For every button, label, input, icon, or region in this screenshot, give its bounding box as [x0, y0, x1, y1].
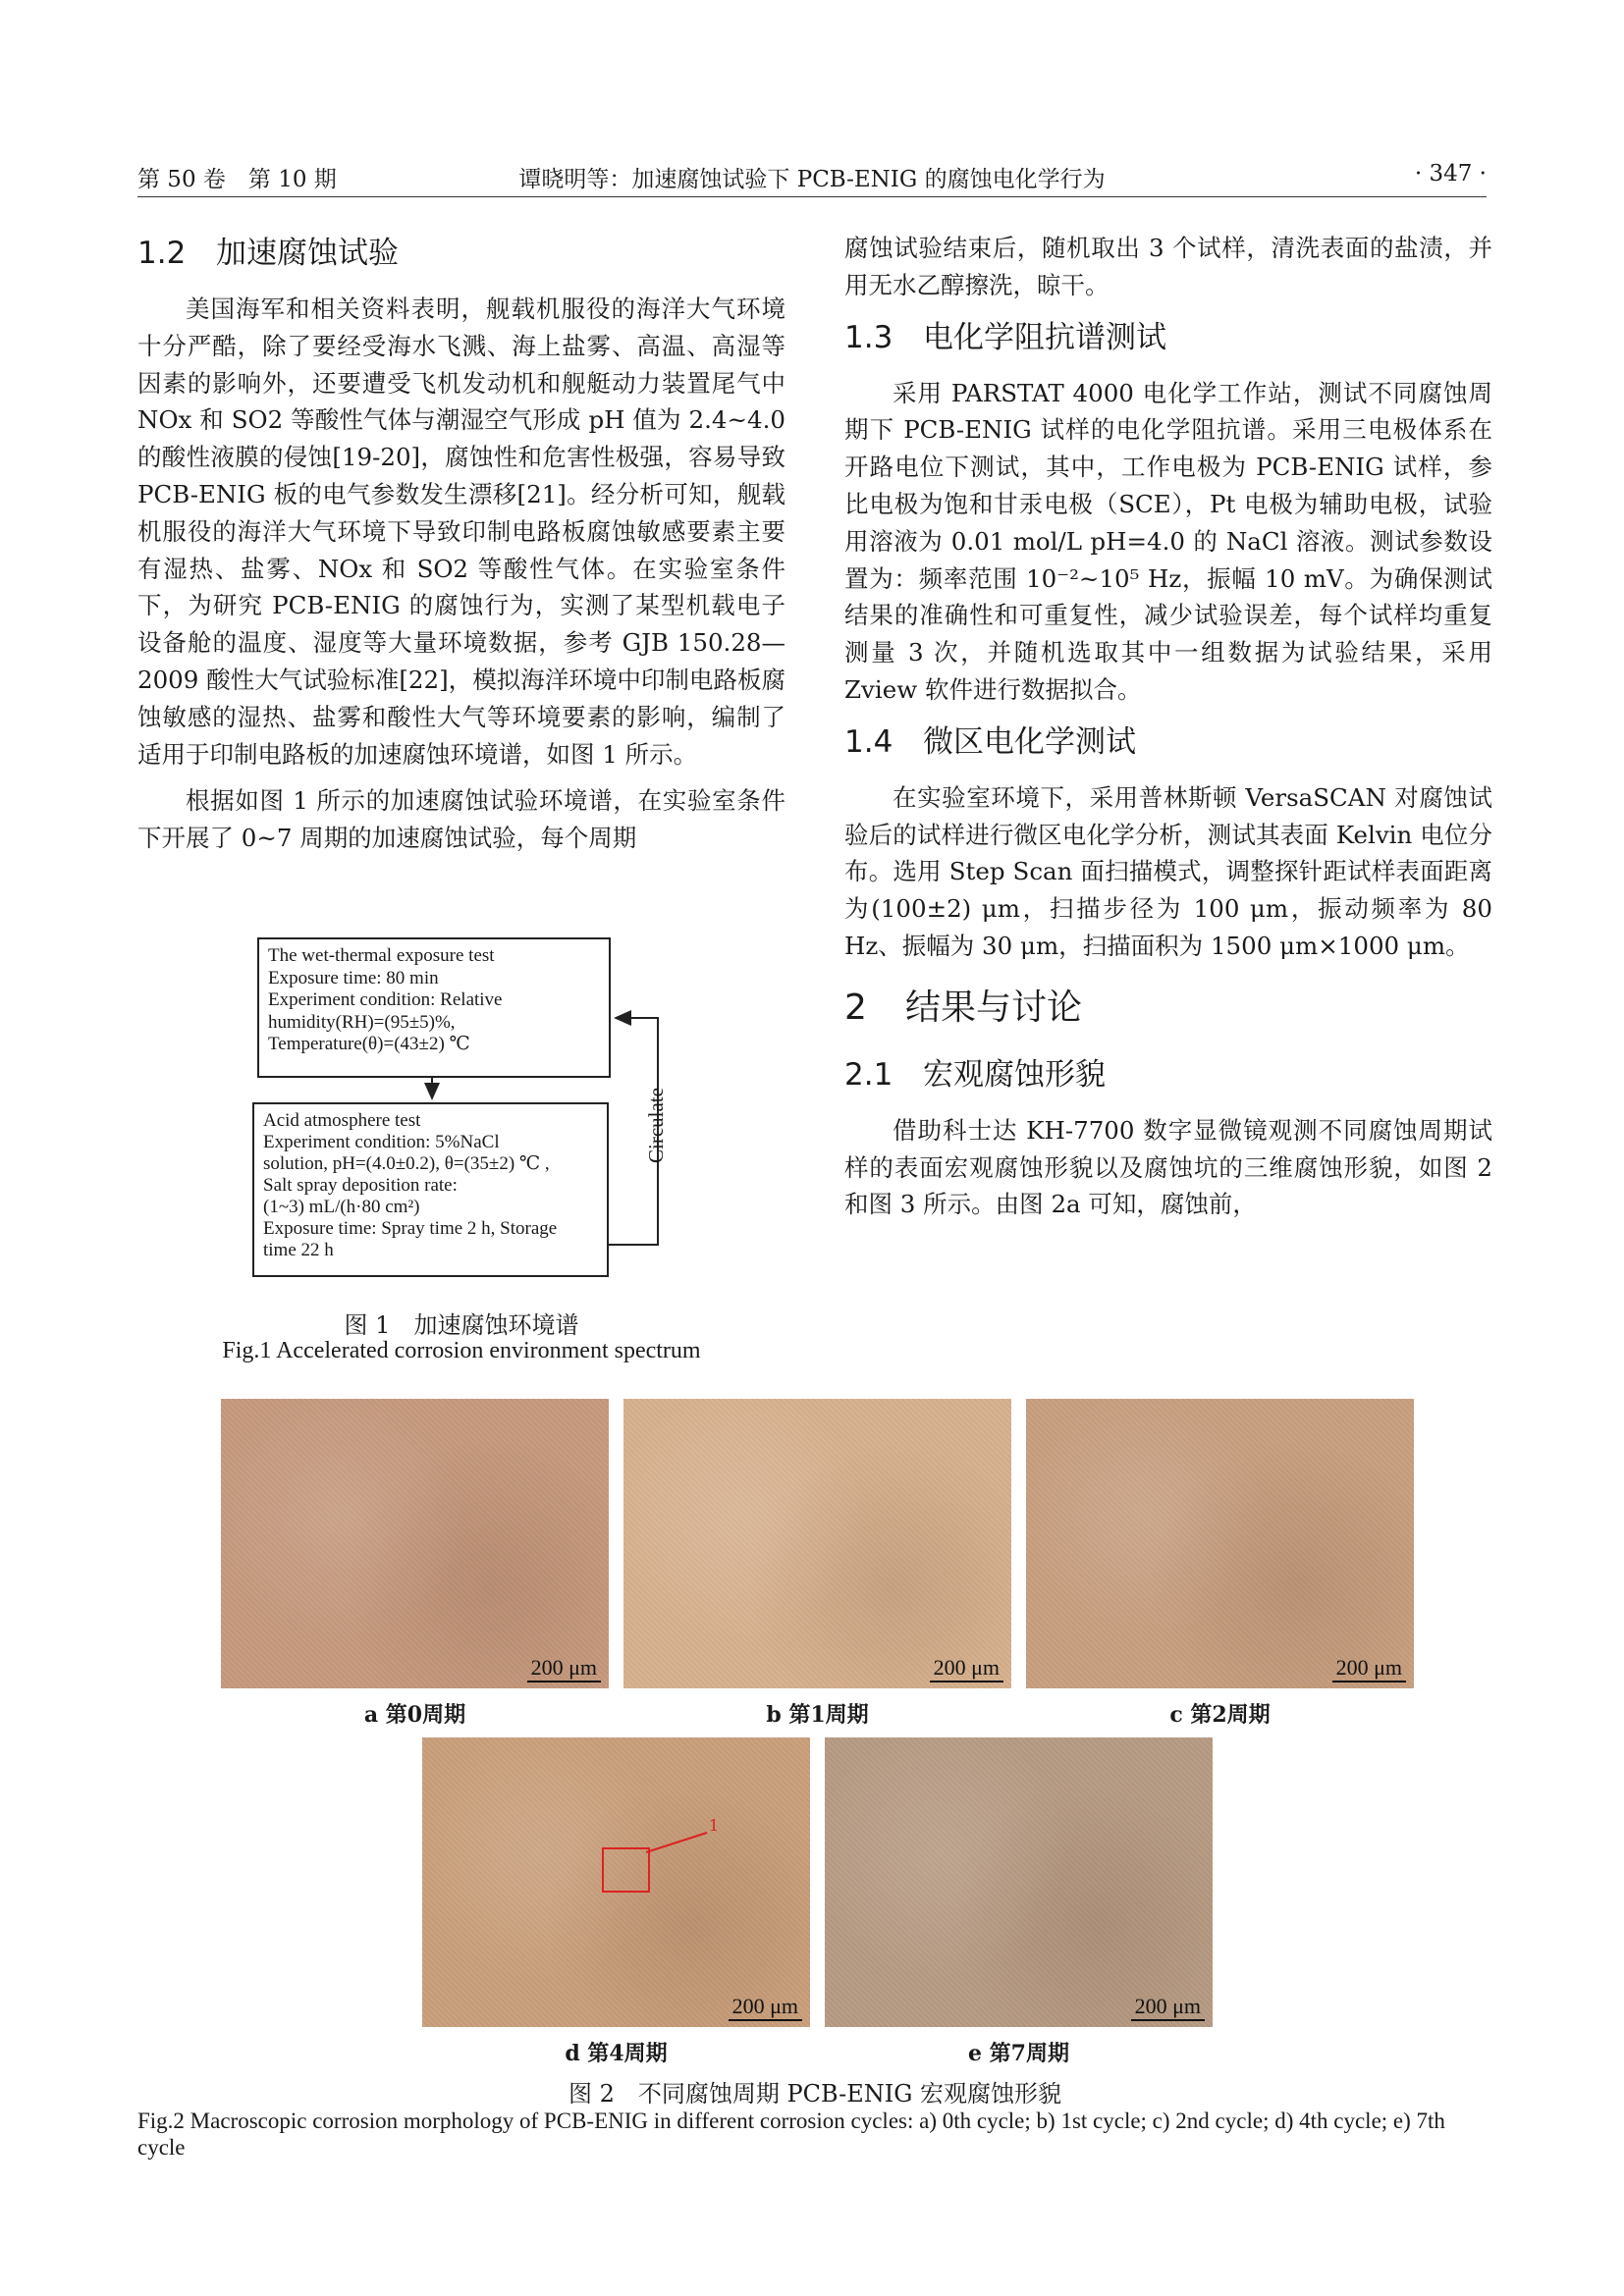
box2-line: Acid atmosphere test [263, 1110, 421, 1131]
section-1-4-heading [844, 719, 1492, 766]
section-title: 宏观腐蚀形貌 [923, 1056, 1106, 1093]
section-title: 加速腐蚀试验 [216, 236, 399, 271]
section-number: 1.4 [844, 723, 893, 760]
paragraph-1-3: 采用 PARSTAT 4000 电化学工作站，测试不同腐蚀周期下 PCB-ENIG 试样的电化学阻抗谱。采用三电极体系在开路电位下测试，其中，工作电极为 PCB-ENIG 试样，参比电极为饱和甘汞电极（SCE），Pt 电极为辅助电极，试验用溶液为 0.01 mol/L pH=4.0 的 NaCl 溶液。测试参数设置为：频率范围 10⁻²~10⁵ Hz，振幅 10 mV。为确保测试结果的准确性和可重复性，减少试验误差，每个试样均重复测量 3 次，并随机选取其中一组数据为试验结果，采用 Zview 软件进行数据拟合。 [844, 378, 1492, 704]
scale-bar: 200 μm [1332, 1655, 1406, 1682]
wet-thermal-box [257, 937, 611, 1078]
circulate-label-wrap [644, 1045, 674, 1173]
section-2-1-heading [844, 1051, 1492, 1098]
panel-label-b: b 第1周期 [766, 1702, 869, 1728]
micrograph-b-texture [623, 1399, 1011, 1688]
scale-bar: 200 μm [729, 1994, 802, 2021]
box2-line: Experiment condition: 5%NaCl [263, 1132, 500, 1152]
section-title: 电化学阻抗谱测试 [923, 319, 1166, 355]
micrograph-e [825, 1737, 1213, 2027]
journal-volume: 第 50 卷 第 10 期 [137, 167, 337, 192]
paragraph-2-1: 借助科士达 KH-7700 数字显微镜观测不同腐蚀周期试样的表面宏观腐蚀形貌以及腐蚀坑的三维腐蚀形貌，如图 2 和图 3 所示。由图 2a 可知，腐蚀前， [844, 1115, 1492, 1219]
section-number: 1.2 [137, 236, 187, 271]
panel-label-c: c 第2周期 [1169, 1702, 1271, 1728]
section-1-2-heading [137, 230, 785, 277]
box1-line: Temperature(θ)=(43±2) ℃ [268, 1034, 470, 1054]
running-header [137, 157, 1487, 197]
scale-bar: 200 μm [1131, 1994, 1205, 2021]
micrograph-a-texture [221, 1399, 609, 1688]
panel-label-e: e 第7周期 [968, 2041, 1069, 2066]
micrograph-c-texture [1026, 1399, 1414, 1688]
box2-line: time 22 h [263, 1240, 334, 1260]
section-number: 2.1 [844, 1056, 893, 1093]
figure-1-caption-cn: 图 1 加速腐蚀环境谱 [344, 1311, 579, 1339]
box1-line: The wet-thermal exposure test [268, 945, 495, 966]
box2-line: (1~3) mL/(h·80 cm²) [263, 1197, 420, 1217]
left-column [137, 230, 785, 867]
paragraph-1-2-b: 根据如图 1 所示的加速腐蚀试验环境谱，在实验室条件下开展了 0~7 周期的加速腐蚀试验，每个周期 [137, 786, 785, 853]
section-number: 2 [844, 987, 867, 1028]
box1-line: Exposure time: 80 min [268, 967, 439, 988]
box1-line: Experiment condition: Relative [268, 989, 503, 1010]
micrograph-c [1026, 1399, 1414, 1688]
paragraph-1-4: 在实验室环境下，采用普林斯顿 VersaSCAN 对腐蚀试验后的试样进行微区电化学分析，测试其表面 Kelvin 电位分布。选用 Step Scan 面扫描模式，调整探针距试样表面距离为(100±2) μm，扫描步径为 100 μm，振动频率为 80 Hz、振幅为 30 μm，扫描面积为 1500 μm×1000 μm。 [844, 782, 1492, 960]
scale-bar: 200 μm [527, 1655, 601, 1682]
box2-line: Exposure time: Spray time 2 h, Storage [263, 1218, 558, 1239]
panel-label-a: a 第0周期 [363, 1702, 466, 1728]
figure-2-caption-en: Fig.2 Macroscopic corrosion morphology of PCB-ENIG in different corrosion cycles: a) 0th cycle; b) 1st cycle; c) 2nd cycle; d) 4th cycle; e) 7th cycle [137, 2109, 1445, 2160]
acid-atmosphere-box [252, 1102, 609, 1277]
box2-line: Salt spray deposition rate: [263, 1175, 458, 1196]
paragraph-1-2-a: 美国海军和相关资料表明，舰载机服役的海洋大气环境十分严酷，除了要经受海水飞溅、海上盐雾、高温、高湿等因素的影响外，还要遭受飞机发动机和舰艇动力装置尾气中 NOx 和 SO2 等酸性气体与潮湿空气形成 pH 值为 2.4~4.0 的酸性液膜的侵蚀[19-20]，腐蚀性和危害性极强，容易导致 PCB-ENIG 板的电气参数发生漂移[21]。经分析可知，舰载机服役的海洋大气环境下导致印制电路板腐蚀敏感要素主要有湿热、盐雾、NOx 和 SO2 等酸性气体。在实验室条件下，为研究 PCB-ENIG 的腐蚀行为，实测了某型机载电子设备舱的温度、湿度等大量环境数据，参考 GJB 150.28—2009 酸性大气试验标准[22]，模拟海洋环境中印制电路板腐蚀敏感的湿热、盐雾和酸性大气等环境要素的影响，编制了适用于印制电路板的加速腐蚀环境谱，如图 1 所示。 [137, 294, 785, 769]
figure-1-flowchart [196, 937, 746, 1281]
right-column [844, 230, 1492, 1233]
marker-label: 1 [709, 1816, 720, 1835]
box1-line: humidity(RH)=(95±5)%, [268, 1011, 456, 1033]
micrograph-d [422, 1737, 810, 2027]
figure-1-caption-en: Fig.1 Accelerated corrosion environment spectrum [222, 1338, 701, 1363]
marker-leader-line [422, 1737, 810, 2027]
micrograph-b [623, 1399, 1011, 1688]
section-title: 微区电化学测试 [923, 723, 1136, 760]
box2-line: solution, pH=(4.0±0.2), θ=(35±2) ℃ , [263, 1153, 550, 1174]
micrograph-e-texture [825, 1737, 1213, 2027]
section-title: 结果与讨论 [905, 987, 1083, 1028]
micrograph-a [221, 1399, 609, 1688]
section-number: 1.3 [844, 319, 893, 355]
paragraph-1-2-cont: 腐蚀试验结束后，随机取出 3 个试样，清洗表面的盐渍，并用无水乙醇擦洗，晾干。 [844, 234, 1492, 299]
page-number: · 347 · [1414, 161, 1487, 187]
scale-bar: 200 μm [930, 1655, 1003, 1682]
section-2-heading [844, 981, 1492, 1036]
section-1-3-heading [844, 314, 1492, 361]
figure-2-caption-cn: 图 2 不同腐蚀周期 PCB-ENIG 宏观腐蚀形貌 [568, 2080, 1062, 2108]
panel-label-d: d 第4周期 [565, 2041, 668, 2066]
circulate-label: Circulate [644, 1088, 668, 1163]
article-running-title: 谭晓明等：加速腐蚀试验下 PCB-ENIG 的腐蚀电化学行为 [518, 167, 1106, 192]
